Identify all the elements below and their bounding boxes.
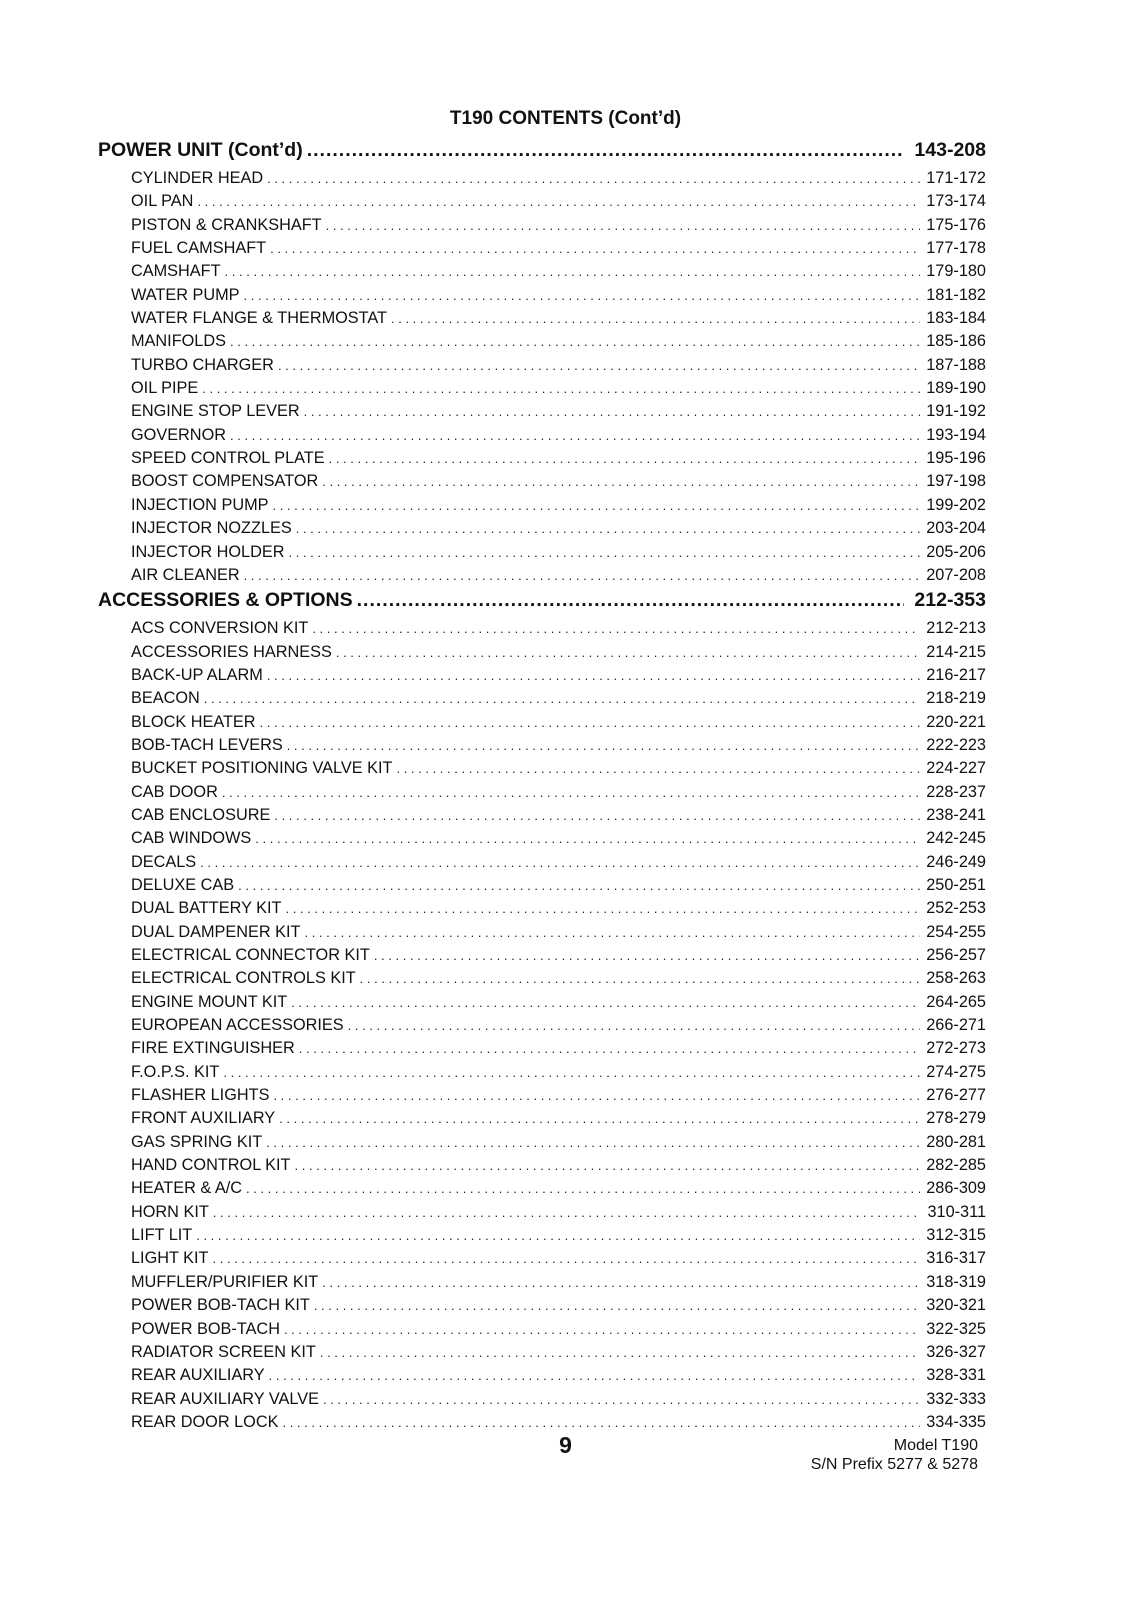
toc-entry bbox=[131, 1133, 986, 1156]
dot-leader bbox=[357, 589, 905, 612]
toc-entry-page-range: 276-277 bbox=[926, 1086, 986, 1105]
toc-entry bbox=[131, 286, 986, 309]
dot-leader bbox=[322, 474, 920, 489]
toc-entry bbox=[131, 993, 986, 1016]
toc-entry-page-range: 332-333 bbox=[926, 1389, 986, 1408]
dot-leader bbox=[223, 1065, 920, 1080]
toc-entry-page-range: 242-245 bbox=[926, 829, 986, 848]
toc-entry-page-range: 326-327 bbox=[926, 1342, 986, 1361]
toc-entry-label: CAB WINDOWS bbox=[131, 829, 252, 848]
toc-entry-label: CAB ENCLOSURE bbox=[131, 805, 271, 824]
model-label: Model T190 bbox=[893, 1437, 978, 1454]
dot-leader bbox=[260, 715, 921, 730]
toc-entry bbox=[131, 1039, 986, 1062]
toc-entry-label: TURBO CHARGER bbox=[131, 355, 274, 374]
section-heading-label: ACCESSORIES & OPTIONS bbox=[98, 589, 353, 612]
dot-leader bbox=[391, 311, 920, 326]
toc-entry-page-range: 256-257 bbox=[926, 946, 986, 964]
toc-entry bbox=[131, 1296, 986, 1319]
toc-entry-page-range: 264-265 bbox=[926, 992, 986, 1011]
toc-entry-label: WATER PUMP bbox=[131, 285, 240, 304]
toc-entry-label: CYLINDER HEAD bbox=[131, 169, 264, 187]
toc-entry-label: REAR DOOR LOCK bbox=[131, 1412, 279, 1431]
toc-entry-label: AIR CLEANER bbox=[131, 565, 240, 584]
dot-leader bbox=[299, 1041, 920, 1056]
toc-entry bbox=[131, 426, 986, 449]
toc-section bbox=[98, 139, 986, 589]
dot-leader bbox=[204, 691, 920, 706]
toc-entry-label: ACCESSORIES HARNESS bbox=[131, 642, 332, 661]
toc-entry-label: ACS CONVERSION KIT bbox=[131, 619, 309, 638]
toc-entry bbox=[131, 472, 986, 495]
toc-entry-label: ELECTRICAL CONTROLS KIT bbox=[131, 969, 356, 988]
dot-leader bbox=[278, 358, 920, 373]
toc-entry bbox=[131, 402, 986, 425]
toc-entry-label: DUAL BATTERY KIT bbox=[131, 899, 282, 918]
toc-entry-page-range: 207-208 bbox=[926, 565, 986, 584]
toc-entry-label: SPEED CONTROL PLATE bbox=[131, 449, 325, 468]
dot-leader bbox=[246, 1181, 920, 1196]
toc-entry-page-range: 218-219 bbox=[926, 689, 986, 708]
toc-entry bbox=[131, 783, 986, 806]
toc-entry-label: ENGINE MOUNT KIT bbox=[131, 992, 288, 1011]
toc-entry-label: FLASHER LIGHTS bbox=[131, 1086, 270, 1105]
toc-entry bbox=[131, 1320, 986, 1343]
dot-leader bbox=[273, 498, 921, 513]
toc-entry bbox=[131, 309, 986, 332]
dot-leader bbox=[295, 1158, 921, 1173]
toc-entry-label: BOB-TACH LEVERS bbox=[131, 735, 283, 754]
dot-leader bbox=[274, 808, 920, 823]
dot-leader bbox=[222, 785, 920, 800]
page-number: 9 bbox=[559, 1432, 572, 1458]
toc-entry-label: DUAL DAMPENER KIT bbox=[131, 922, 301, 941]
toc-entry bbox=[131, 876, 986, 899]
dot-leader bbox=[266, 1135, 920, 1150]
toc-entry-page-range: 191-192 bbox=[926, 402, 986, 421]
dot-leader bbox=[230, 428, 920, 443]
section-page-range: 143-208 bbox=[914, 139, 986, 161]
toc-entry bbox=[131, 566, 986, 589]
toc-entry-label: GOVERNOR bbox=[131, 425, 226, 444]
dot-leader bbox=[197, 194, 920, 209]
toc-entry bbox=[131, 619, 986, 642]
toc-entry bbox=[131, 356, 986, 379]
toc-entry bbox=[131, 1156, 986, 1179]
toc-entry bbox=[131, 239, 986, 262]
dot-leader bbox=[255, 831, 920, 846]
section-heading bbox=[98, 139, 986, 169]
toc-entry-page-range: 193-194 bbox=[926, 425, 986, 444]
toc-entry-label: MANIFOLDS bbox=[131, 332, 226, 351]
toc-entry-page-range: 185-186 bbox=[926, 332, 986, 351]
dot-leader bbox=[244, 568, 921, 583]
toc-entry bbox=[131, 1343, 986, 1366]
toc-entry-page-range: 286-309 bbox=[926, 1179, 986, 1198]
toc-entry bbox=[131, 216, 986, 239]
toc-entry-label: ENGINE STOP LEVER bbox=[131, 402, 300, 421]
toc-entry bbox=[131, 666, 986, 689]
toc-entry-page-range: 316-317 bbox=[926, 1249, 986, 1268]
dot-leader bbox=[289, 545, 921, 560]
dot-leader bbox=[396, 761, 920, 776]
page-title: T190 CONTENTS (Cont’d) bbox=[449, 108, 682, 129]
toc-entry bbox=[131, 806, 986, 829]
toc-entry-page-range: 216-217 bbox=[926, 665, 986, 684]
toc-entry-label: F.O.P.S. KIT bbox=[131, 1062, 220, 1081]
toc-entry-label: FUEL CAMSHAFT bbox=[131, 239, 267, 258]
toc-entry-label: WATER FLANGE & THERMOSTAT bbox=[131, 309, 387, 328]
toc-entry-page-range: 272-273 bbox=[926, 1039, 986, 1058]
dot-leader bbox=[326, 218, 921, 233]
toc-entry-page-range: 189-190 bbox=[926, 379, 986, 398]
section-heading bbox=[98, 589, 986, 619]
toc-entry bbox=[131, 689, 986, 712]
table-of-contents bbox=[98, 139, 986, 1436]
toc-entry-page-range: 212-213 bbox=[926, 619, 986, 638]
toc-entry-page-range: 179-180 bbox=[926, 262, 986, 281]
toc-entry bbox=[131, 946, 986, 969]
toc-entry bbox=[131, 643, 986, 666]
toc-entry-label: POWER BOB-TACH KIT bbox=[131, 1296, 310, 1315]
toc-entry-page-range: 282-285 bbox=[926, 1156, 986, 1175]
toc-entry bbox=[131, 969, 986, 992]
toc-entry bbox=[131, 496, 986, 519]
toc-entry-page-range: 318-319 bbox=[926, 1272, 986, 1291]
section-heading-label: POWER UNIT (Cont’d) bbox=[98, 139, 303, 161]
toc-entry-page-range: 334-335 bbox=[926, 1412, 986, 1431]
toc-entry-label: ELECTRICAL CONNECTOR KIT bbox=[131, 946, 370, 964]
toc-entry bbox=[131, 759, 986, 782]
toc-entry-label: LIFT LIT bbox=[131, 1226, 193, 1245]
dot-leader bbox=[307, 139, 905, 162]
toc-entry-page-range: 222-223 bbox=[926, 735, 986, 754]
toc-entry bbox=[131, 1109, 986, 1132]
dot-leader bbox=[267, 171, 920, 186]
dot-leader bbox=[213, 1251, 921, 1266]
toc-entry-page-range: 280-281 bbox=[926, 1132, 986, 1151]
toc-entry-label: POWER BOB-TACH bbox=[131, 1319, 280, 1338]
toc-entry bbox=[131, 1016, 986, 1039]
toc-section bbox=[98, 589, 986, 1436]
dot-leader bbox=[360, 971, 921, 986]
toc-entry-label: INJECTION PUMP bbox=[131, 495, 269, 514]
dot-leader bbox=[273, 1088, 920, 1103]
toc-entry bbox=[131, 736, 986, 759]
toc-entry bbox=[131, 169, 986, 192]
toc-entry-page-range: 205-206 bbox=[926, 542, 986, 561]
dot-leader bbox=[304, 404, 921, 419]
dot-leader bbox=[282, 1415, 920, 1430]
toc-entry-label: DECALS bbox=[131, 852, 197, 871]
toc-entry bbox=[131, 713, 986, 736]
dot-leader bbox=[200, 855, 920, 870]
toc-entry-page-range: 171-172 bbox=[926, 169, 986, 187]
toc-entry-page-range: 177-178 bbox=[926, 239, 986, 258]
dot-leader bbox=[286, 901, 921, 916]
toc-entry-page-range: 238-241 bbox=[926, 805, 986, 824]
toc-entry-page-range: 195-196 bbox=[926, 449, 986, 468]
toc-entry bbox=[131, 192, 986, 215]
footer-info bbox=[811, 1436, 978, 1474]
toc-entry-label: PISTON & CRANKSHAFT bbox=[131, 215, 322, 234]
toc-entry-page-range: 258-263 bbox=[926, 969, 986, 988]
dot-leader bbox=[287, 738, 921, 753]
toc-entry-label: FRONT AUXILIARY bbox=[131, 1109, 276, 1128]
toc-entry bbox=[131, 1203, 986, 1226]
toc-entry bbox=[131, 923, 986, 946]
toc-entry bbox=[131, 1249, 986, 1272]
toc-entry-page-range: 228-237 bbox=[926, 782, 986, 801]
toc-entry-label: LIGHT KIT bbox=[131, 1249, 209, 1268]
toc-entry bbox=[131, 519, 986, 542]
toc-entry-label: HEATER & A/C bbox=[131, 1179, 242, 1198]
toc-entry-label: MUFFLER/PURIFIER KIT bbox=[131, 1272, 319, 1291]
dot-leader bbox=[322, 1275, 920, 1290]
toc-entry bbox=[131, 1273, 986, 1296]
toc-entry-label: HORN KIT bbox=[131, 1202, 209, 1221]
toc-entry-page-range: 322-325 bbox=[926, 1319, 986, 1338]
toc-entry-label: CAB DOOR bbox=[131, 782, 218, 801]
toc-entry bbox=[131, 829, 986, 852]
toc-entry-page-range: 203-204 bbox=[926, 519, 986, 538]
dot-leader bbox=[270, 241, 920, 256]
dot-leader bbox=[230, 334, 920, 349]
toc-entry-page-range: 197-198 bbox=[926, 472, 986, 491]
toc-entry-page-range: 246-249 bbox=[926, 852, 986, 871]
toc-entry-page-range: 214-215 bbox=[926, 642, 986, 661]
toc-entry-page-range: 310-311 bbox=[927, 1202, 986, 1221]
toc-entry bbox=[131, 262, 986, 285]
toc-entry-label: OIL PAN bbox=[131, 192, 194, 211]
dot-leader bbox=[284, 1322, 920, 1337]
toc-entry-page-range: 199-202 bbox=[926, 495, 986, 514]
dot-leader bbox=[279, 1111, 920, 1126]
dot-leader bbox=[238, 878, 920, 893]
toc-entry bbox=[131, 1390, 986, 1413]
dot-leader bbox=[225, 264, 921, 279]
toc-entry bbox=[131, 449, 986, 472]
dot-leader bbox=[374, 948, 920, 963]
toc-entry bbox=[131, 332, 986, 355]
toc-entry bbox=[131, 1086, 986, 1109]
toc-entry-label: RADIATOR SCREEN KIT bbox=[131, 1342, 316, 1361]
dot-leader bbox=[202, 381, 920, 396]
toc-entry-page-range: 320-321 bbox=[926, 1296, 986, 1315]
toc-entry-page-range: 266-271 bbox=[926, 1016, 986, 1035]
toc-entry-page-range: 175-176 bbox=[926, 215, 986, 234]
toc-entry bbox=[131, 853, 986, 876]
toc-entry bbox=[131, 543, 986, 566]
serial-prefix-label: S/N Prefix 5277 & 5278 bbox=[810, 1456, 978, 1473]
dot-leader bbox=[314, 1298, 920, 1313]
toc-entry-label: BACK-UP ALARM bbox=[131, 665, 263, 684]
toc-entry bbox=[131, 899, 986, 922]
toc-entry-label: EUROPEAN ACCESSORIES bbox=[131, 1016, 344, 1035]
toc-entry-page-range: 274-275 bbox=[926, 1062, 986, 1081]
dot-leader bbox=[304, 925, 920, 940]
toc-entry bbox=[131, 1063, 986, 1086]
toc-entry-label: REAR AUXILIARY bbox=[131, 1366, 265, 1385]
toc-entry-label: CAMSHAFT bbox=[131, 262, 221, 281]
dot-leader bbox=[323, 1392, 920, 1407]
dot-leader bbox=[312, 621, 920, 636]
dot-leader bbox=[296, 521, 921, 536]
dot-leader bbox=[291, 995, 920, 1010]
toc-entry-page-range: 187-188 bbox=[926, 355, 986, 374]
toc-entry-label: DELUXE CAB bbox=[131, 875, 235, 894]
toc-entry-label: INJECTOR NOZZLES bbox=[131, 519, 292, 538]
dot-leader bbox=[320, 1345, 920, 1360]
toc-entry-page-range: 181-182 bbox=[926, 285, 986, 304]
toc-entry-page-range: 278-279 bbox=[926, 1109, 986, 1128]
toc-entry-page-range: 328-331 bbox=[926, 1366, 986, 1385]
toc-entry-page-range: 220-221 bbox=[926, 712, 986, 731]
dot-leader bbox=[267, 668, 920, 683]
dot-leader bbox=[196, 1228, 920, 1243]
toc-entry-page-range: 183-184 bbox=[926, 309, 986, 328]
toc-entry bbox=[131, 1226, 986, 1249]
toc-entry-label: HAND CONTROL KIT bbox=[131, 1156, 291, 1175]
dot-leader bbox=[244, 288, 921, 303]
dot-leader bbox=[348, 1018, 921, 1033]
toc-entry-label: BEACON bbox=[131, 689, 200, 708]
toc-entry bbox=[131, 1366, 986, 1389]
dot-leader bbox=[213, 1205, 922, 1220]
toc-entry-page-range: 252-253 bbox=[926, 899, 986, 918]
toc-entry-label: OIL PIPE bbox=[131, 379, 199, 398]
toc-entry-page-range: 224-227 bbox=[926, 759, 986, 778]
toc-entry-label: REAR AUXILIARY VALVE bbox=[131, 1389, 319, 1408]
section-page-range: 212-353 bbox=[914, 589, 986, 612]
toc-entry-label: BOOST COMPENSATOR bbox=[131, 472, 319, 491]
toc-entry-label: GAS SPRING KIT bbox=[131, 1132, 263, 1151]
toc-entry-label: BLOCK HEATER bbox=[131, 712, 256, 731]
toc-entry-page-range: 312-315 bbox=[926, 1226, 986, 1245]
dot-leader bbox=[329, 451, 921, 466]
toc-entry bbox=[131, 379, 986, 402]
dot-leader bbox=[269, 1368, 921, 1383]
toc-entry-page-range: 250-251 bbox=[926, 875, 986, 894]
toc-entry-label: BUCKET POSITIONING VALVE KIT bbox=[131, 759, 393, 778]
toc-entry bbox=[131, 1179, 986, 1202]
dot-leader bbox=[336, 645, 920, 660]
toc-entry-label: FIRE EXTINGUISHER bbox=[131, 1039, 295, 1058]
toc-entry-page-range: 173-174 bbox=[926, 192, 986, 211]
toc-entry-label: INJECTOR HOLDER bbox=[131, 542, 285, 561]
toc-entry-page-range: 254-255 bbox=[926, 922, 986, 941]
